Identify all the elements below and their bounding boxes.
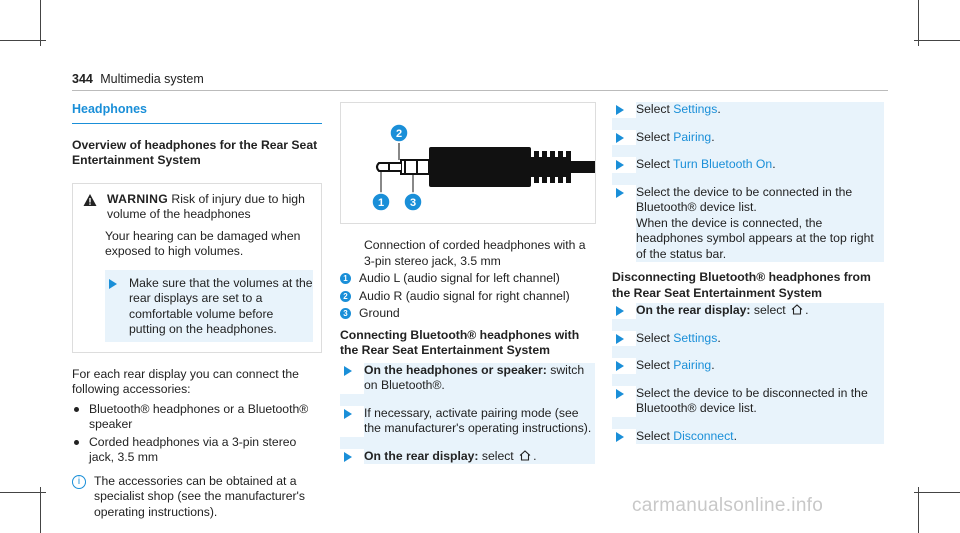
settings-link[interactable]: Settings: [673, 330, 718, 345]
legend-number: 2: [340, 291, 351, 302]
pairing-link[interactable]: Pairing: [673, 129, 712, 144]
legend-item: 3 Ground: [340, 306, 595, 322]
page-number: 344: [72, 72, 93, 86]
warning-step: [105, 270, 313, 342]
step: Select Settings.: [612, 102, 884, 118]
crop-mark: [914, 492, 960, 493]
step-spacer: [612, 118, 884, 130]
step-arrow-icon: [616, 334, 624, 344]
crop-mark: [0, 40, 46, 41]
disconnect-title: Disconnecting Bluetooth® headphones from the Rear Seat Entertainment System: [612, 270, 871, 300]
step: Select Pairing.: [612, 358, 884, 374]
step: If necessary, activate pairing mode (see the manufacturer's operating instructions).: [340, 406, 595, 437]
step-arrow-icon: [616, 105, 624, 115]
step: Select Disconnect.: [612, 429, 884, 445]
jack-illustration: [341, 103, 595, 223]
bullet-icon: [74, 440, 79, 445]
step: Select Turn Bluetooth On.: [612, 157, 884, 173]
step-arrow-icon: [616, 188, 624, 198]
home-icon: [791, 304, 803, 315]
step: On the headphones or speaker: switch on Bluetooth®.: [340, 363, 595, 394]
column-left: [72, 102, 322, 520]
warning-step-text: Make sure that the volumes at the rear displays are set to a comfortable volume before putting on the headphones.: [129, 275, 313, 336]
callout-2-label: 2: [395, 128, 403, 140]
step-arrow-icon: [616, 133, 624, 143]
note: [72, 474, 322, 521]
figure-caption: Connection of corded headphones with a 3-pin stereo jack, 3.5 mm: [364, 238, 586, 268]
step-spacer: [612, 145, 884, 157]
warning-text: Risk of injury due to high volume of the headphones: [107, 191, 305, 221]
step: Select the device to be disconnected in the Bluetooth® device list.: [612, 386, 884, 417]
warning-box: [72, 183, 322, 353]
step-spacer: [612, 417, 884, 429]
warning-triangle-icon: [83, 193, 97, 207]
step-spacer: [612, 173, 884, 185]
disconnect-link[interactable]: Disconnect: [673, 428, 734, 443]
page-title: Multimedia system: [100, 72, 204, 86]
watermark: carmanualsonline.info: [632, 495, 824, 516]
crop-mark: [918, 487, 919, 533]
intro-text: For each rear display you can connect the following accessories:: [72, 366, 299, 396]
list-item: Corded headphones via a 3-pin stereo jack, 3.5 mm: [72, 435, 322, 466]
step-arrow-icon: [344, 452, 352, 462]
step-spacer: [340, 437, 595, 449]
legend-item: 1 Audio L (audio signal for left channel): [340, 271, 595, 287]
step-arrow-icon: [616, 432, 624, 442]
column-right: [612, 102, 884, 444]
step-arrow-icon: [109, 279, 117, 289]
home-icon: [519, 450, 531, 461]
turn-bluetooth-on-link[interactable]: Turn Bluetooth On: [673, 157, 773, 171]
column-middle: [340, 102, 595, 464]
step-arrow-icon: [616, 306, 624, 316]
note-text: The accessories can be obtained at a specialist shop (see the manufacturer's operating instructions).: [94, 473, 305, 519]
step-spacer: [340, 394, 595, 406]
step: Select Pairing.: [612, 130, 884, 146]
step-arrow-icon: [344, 366, 352, 376]
step: Select the device to be connected in the Bluetooth® device list. When the device is connected, the headphones symbol appears at the top right of the status bar.: [612, 185, 884, 263]
step-spacer: [612, 319, 884, 331]
subsection-title: Overview of headphones for the Rear Seat Entertainment System: [72, 137, 318, 167]
section-title: Headphones: [72, 102, 322, 124]
callout-3-label: 3: [409, 197, 417, 209]
info-icon: i: [72, 475, 86, 489]
pairing-link[interactable]: Pairing: [673, 358, 712, 372]
legend-item: 2 Audio R (audio signal for right channel): [340, 289, 595, 305]
callout-1-label: 1: [377, 197, 385, 209]
step-arrow-icon: [616, 389, 624, 399]
crop-mark: [40, 487, 41, 533]
connect-title: Connecting Bluetooth® headphones with the Rear Seat Entertainment System: [340, 327, 580, 357]
step-spacer: [612, 374, 884, 386]
crop-mark: [914, 40, 960, 41]
accessory-list: [72, 402, 322, 466]
jack-figure: [340, 102, 596, 224]
crop-mark: [0, 492, 46, 493]
warning-body: Your hearing can be damaged when exposed to high volumes.: [105, 228, 301, 258]
step-arrow-icon: [616, 361, 624, 371]
step-spacer: [612, 346, 884, 358]
warning-label: WARNING: [107, 191, 169, 206]
step: Select Settings.: [612, 331, 884, 347]
settings-link[interactable]: Settings: [673, 102, 718, 116]
legend-number: 1: [340, 273, 351, 284]
page-header: [72, 72, 888, 91]
step-arrow-icon: [616, 160, 624, 170]
legend-number: 3: [340, 308, 351, 319]
step: On the rear display: select .: [612, 303, 884, 319]
step: On the rear display: select .: [340, 449, 595, 465]
bullet-icon: [74, 407, 79, 412]
step-arrow-icon: [344, 409, 352, 419]
list-item: Bluetooth® headphones or a Bluetooth® speaker: [72, 402, 322, 433]
